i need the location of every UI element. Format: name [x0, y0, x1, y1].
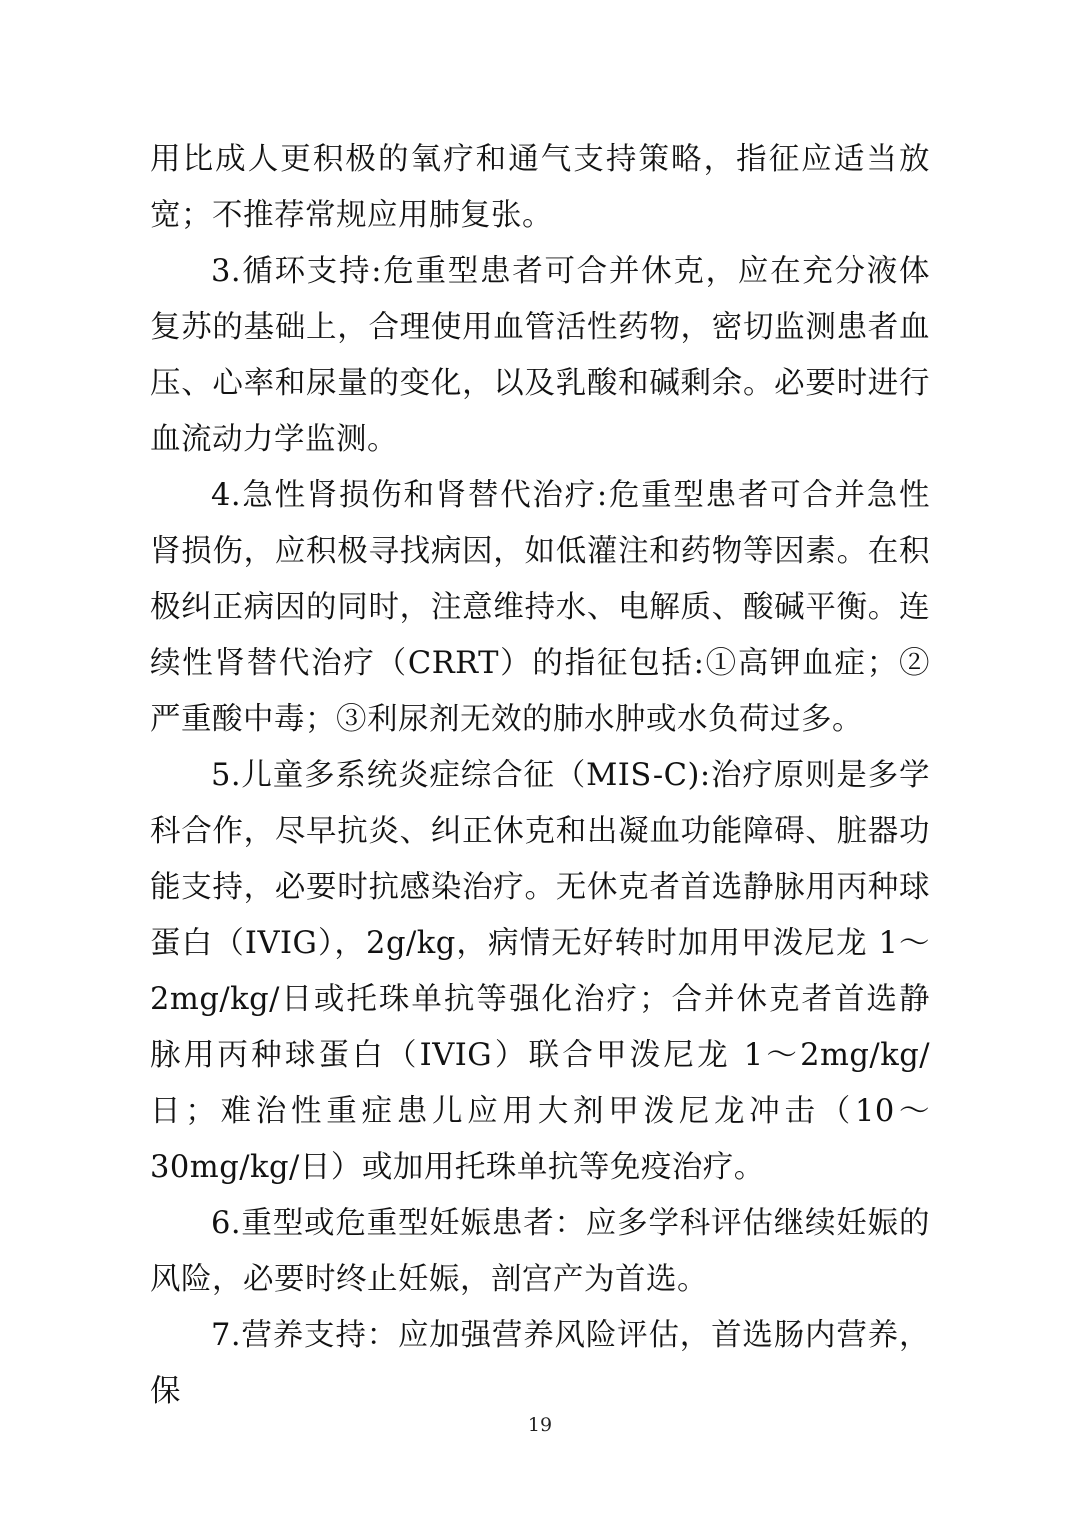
paragraph-pregnancy: 6.重型或危重型妊娠患者：应多学科评估继续妊娠的风险，必要时终止妊娠，剖宫产为首选。	[150, 1206, 930, 1297]
paragraph-continued: 用比成人更积极的氧疗和通气支持策略，指征应适当放宽；不推荐常规应用肺复张。	[150, 142, 930, 233]
paragraph-nutrition: 7.营养支持：应加强营养风险评估，首选肠内营养，保	[150, 1318, 930, 1409]
paragraph-acute-kidney-injury: 4.急性肾损伤和肾替代治疗:危重型患者可合并急性肾损伤，应积极寻找病因，如低灌注和药物等因素。在积极纠正病因的同时，注意维持水、电解质、酸碱平衡。连续性肾替代治疗（CRRT）的指征包括:①高钾血症；②严重酸中毒；③利尿剂无效的肺水肿或水负荷过多。	[150, 478, 930, 737]
paragraph-circulatory-support: 3.循环支持:危重型患者可合并休克，应在充分液体复苏的基础上，合理使用血管活性药物，密切监测患者血压、心率和尿量的变化，以及乳酸和碱剩余。必要时进行血流动力学监测。	[150, 254, 930, 457]
page-body	[150, 132, 930, 1420]
page-number: 19	[527, 1414, 553, 1436]
paragraph-mis-c: 5.儿童多系统炎症综合征（MIS-C):治疗原则是多学科合作，尽早抗炎、纠正休克和出凝血功能障碍、脏器功能支持，必要时抗感染治疗。无休克者首选静脉用丙种球蛋白（IVIG），2g/kg，病情无好转时加用甲泼尼龙 1～2mg/kg/日或托珠单抗等强化治疗；合并休克者首选静脉用丙种球蛋白（IVIG）联合甲泼尼龙 1～2mg/kg/日；难治性重症患儿应用大剂甲泼尼龙冲击（10～30mg/kg/日）或加用托珠单抗等免疫治疗。	[150, 758, 930, 1185]
